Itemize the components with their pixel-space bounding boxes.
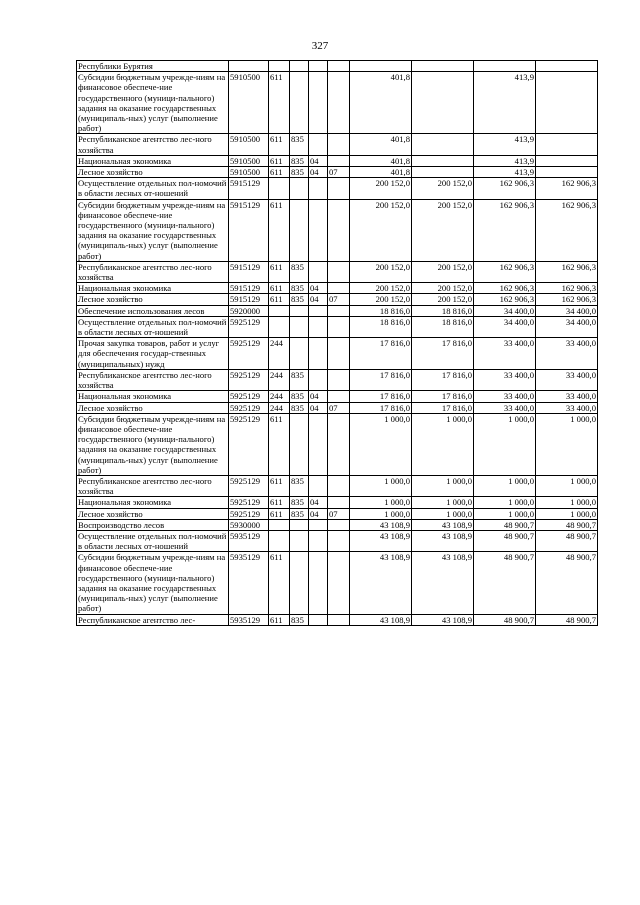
cell-section: 04	[309, 402, 328, 413]
cell-department: 835	[290, 614, 309, 625]
cell-amount-3: 33 400,0	[474, 391, 536, 402]
cell-amount-2	[412, 167, 474, 178]
cell-section: 04	[309, 294, 328, 305]
cell-subsection	[328, 199, 350, 261]
cell-expense-type: 611	[269, 413, 290, 475]
cell-amount-3: 413,9	[474, 134, 536, 155]
cell-amount-4: 162 906,3	[536, 199, 598, 261]
cell-section	[309, 552, 328, 614]
table-row	[77, 338, 598, 370]
table-row	[77, 178, 598, 199]
cell-department	[290, 305, 309, 316]
cell-amount-4: 1 000,0	[536, 497, 598, 508]
cell-amount-4	[536, 167, 598, 178]
cell-target-article: 5910500	[229, 72, 269, 134]
cell-expense-type	[269, 305, 290, 316]
cell-name: Осуществление отдельных пол-номочий в области лесных от-ношений	[77, 178, 229, 199]
cell-amount-2	[412, 72, 474, 134]
cell-target-article: 5935129	[229, 614, 269, 625]
cell-subsection	[328, 369, 350, 390]
cell-amount-4: 34 400,0	[536, 316, 598, 337]
cell-amount-4: 48 900,7	[536, 519, 598, 530]
cell-target-article: 5925129	[229, 508, 269, 519]
cell-expense-type: 244	[269, 338, 290, 370]
cell-target-article: 5925129	[229, 475, 269, 496]
cell-section: 04	[309, 155, 328, 166]
cell-target-article: 5925129	[229, 391, 269, 402]
cell-department: 835	[290, 155, 309, 166]
cell-subsection	[328, 475, 350, 496]
cell-name: Национальная экономика	[77, 497, 229, 508]
table-row	[77, 261, 598, 282]
table-row	[77, 61, 598, 72]
cell-target-article: 5915129	[229, 283, 269, 294]
cell-name: Лесное хозяйство	[77, 167, 229, 178]
cell-amount-2: 200 152,0	[412, 294, 474, 305]
page-number: 327	[311, 40, 329, 52]
cell-amount-4: 48 900,7	[536, 614, 598, 625]
cell-section	[309, 261, 328, 282]
cell-amount-2: 43 108,9	[412, 530, 474, 551]
table-row	[77, 167, 598, 178]
cell-amount-3: 1 000,0	[474, 508, 536, 519]
cell-amount-1: 200 152,0	[350, 294, 412, 305]
cell-name: Субсидии бюджетным учрежде-ниям на финансовое обеспече-ние государственного (муници-пального) задания на оказание государственных (муниципаль-ных) услуг (выполнение работ)	[77, 72, 229, 134]
cell-amount-3: 33 400,0	[474, 402, 536, 413]
cell-amount-1: 1 000,0	[350, 508, 412, 519]
cell-amount-4: 1 000,0	[536, 413, 598, 475]
cell-name: Национальная экономика	[77, 283, 229, 294]
cell-expense-type: 611	[269, 294, 290, 305]
cell-subsection	[328, 530, 350, 551]
table-row	[77, 294, 598, 305]
cell-amount-3: 162 906,3	[474, 283, 536, 294]
cell-department: 835	[290, 508, 309, 519]
cell-amount-4	[536, 155, 598, 166]
cell-department	[290, 316, 309, 337]
cell-expense-type: 611	[269, 72, 290, 134]
cell-amount-1: 17 816,0	[350, 338, 412, 370]
cell-subsection: 07	[328, 294, 350, 305]
cell-target-article: 5925129	[229, 338, 269, 370]
cell-expense-type: 611	[269, 261, 290, 282]
cell-department	[290, 519, 309, 530]
cell-section: 04	[309, 167, 328, 178]
cell-amount-1: 1 000,0	[350, 497, 412, 508]
cell-subsection	[328, 338, 350, 370]
cell-amount-4: 1 000,0	[536, 475, 598, 496]
cell-department: 835	[290, 369, 309, 390]
table-row	[77, 413, 598, 475]
cell-amount-4: 33 400,0	[536, 391, 598, 402]
cell-amount-3: 162 906,3	[474, 199, 536, 261]
cell-amount-4: 48 900,7	[536, 552, 598, 614]
table-row	[77, 530, 598, 551]
cell-subsection	[328, 61, 350, 72]
cell-target-article	[229, 61, 269, 72]
cell-subsection	[328, 316, 350, 337]
cell-amount-4: 33 400,0	[536, 338, 598, 370]
cell-target-article: 5915129	[229, 294, 269, 305]
cell-department: 835	[290, 497, 309, 508]
cell-expense-type: 611	[269, 497, 290, 508]
cell-name: Лесное хозяйство	[77, 294, 229, 305]
cell-amount-1: 401,8	[350, 167, 412, 178]
cell-amount-2	[412, 61, 474, 72]
cell-subsection	[328, 134, 350, 155]
cell-target-article: 5925129	[229, 316, 269, 337]
cell-name: Осуществление отдельных пол-номочий в области лесных от-ношений	[77, 530, 229, 551]
cell-amount-3: 48 900,7	[474, 552, 536, 614]
cell-section	[309, 519, 328, 530]
cell-amount-4: 33 400,0	[536, 369, 598, 390]
cell-amount-4	[536, 134, 598, 155]
cell-amount-1: 43 108,9	[350, 552, 412, 614]
cell-amount-1: 200 152,0	[350, 261, 412, 282]
cell-amount-1: 17 816,0	[350, 369, 412, 390]
cell-amount-3: 162 906,3	[474, 294, 536, 305]
table-row	[77, 614, 598, 625]
table-row	[77, 316, 598, 337]
cell-amount-2: 1 000,0	[412, 413, 474, 475]
cell-section	[309, 199, 328, 261]
cell-expense-type: 244	[269, 369, 290, 390]
cell-amount-3: 33 400,0	[474, 369, 536, 390]
cell-section	[309, 61, 328, 72]
cell-department	[290, 199, 309, 261]
cell-amount-4: 162 906,3	[536, 261, 598, 282]
cell-amount-1: 200 152,0	[350, 283, 412, 294]
cell-department: 835	[290, 283, 309, 294]
cell-target-article: 5915129	[229, 261, 269, 282]
cell-subsection: 07	[328, 508, 350, 519]
cell-target-article: 5910500	[229, 167, 269, 178]
cell-amount-1: 43 108,9	[350, 519, 412, 530]
table-row	[77, 72, 598, 134]
cell-section: 04	[309, 497, 328, 508]
cell-amount-1: 200 152,0	[350, 178, 412, 199]
table-row	[77, 283, 598, 294]
cell-amount-4: 162 906,3	[536, 178, 598, 199]
table-row	[77, 552, 598, 614]
cell-department	[290, 413, 309, 475]
cell-target-article: 5920000	[229, 305, 269, 316]
cell-amount-1: 200 152,0	[350, 199, 412, 261]
cell-subsection	[328, 413, 350, 475]
cell-amount-1: 401,8	[350, 134, 412, 155]
cell-target-article: 5910500	[229, 134, 269, 155]
cell-expense-type	[269, 316, 290, 337]
cell-amount-3: 48 900,7	[474, 614, 536, 625]
cell-amount-1: 401,8	[350, 72, 412, 134]
cell-department	[290, 61, 309, 72]
cell-amount-2: 18 816,0	[412, 316, 474, 337]
cell-subsection	[328, 519, 350, 530]
cell-amount-4	[536, 61, 598, 72]
cell-amount-1: 17 816,0	[350, 402, 412, 413]
cell-name: Воспроизводство лесов	[77, 519, 229, 530]
cell-subsection	[328, 283, 350, 294]
table-row	[77, 391, 598, 402]
cell-section	[309, 614, 328, 625]
table-row	[77, 199, 598, 261]
cell-department: 835	[290, 261, 309, 282]
cell-amount-4: 33 400,0	[536, 402, 598, 413]
cell-target-article: 5925129	[229, 413, 269, 475]
cell-amount-3	[474, 61, 536, 72]
table-row	[77, 402, 598, 413]
cell-amount-3: 413,9	[474, 167, 536, 178]
cell-target-article: 5915129	[229, 178, 269, 199]
cell-target-article: 5925129	[229, 369, 269, 390]
cell-amount-2	[412, 134, 474, 155]
table-row	[77, 475, 598, 496]
cell-department	[290, 178, 309, 199]
cell-amount-2: 200 152,0	[412, 261, 474, 282]
cell-expense-type: 244	[269, 402, 290, 413]
cell-expense-type	[269, 530, 290, 551]
cell-name: Республиканское агентство лес-ного хозяйства	[77, 369, 229, 390]
cell-name: Субсидии бюджетным учрежде-ниям на финансовое обеспече-ние государственного (муници-пального) задания на оказание государственных (муниципаль-ных) услуг (выполнение работ)	[77, 199, 229, 261]
cell-amount-4: 48 900,7	[536, 530, 598, 551]
cell-amount-3: 1 000,0	[474, 497, 536, 508]
cell-section: 04	[309, 283, 328, 294]
cell-department: 835	[290, 134, 309, 155]
cell-amount-1: 43 108,9	[350, 530, 412, 551]
cell-amount-2: 17 816,0	[412, 338, 474, 370]
cell-name: Республики Бурятия	[77, 61, 229, 72]
cell-amount-2: 200 152,0	[412, 178, 474, 199]
cell-target-article: 5935129	[229, 530, 269, 551]
cell-subsection	[328, 155, 350, 166]
cell-subsection	[328, 178, 350, 199]
cell-amount-3: 1 000,0	[474, 475, 536, 496]
cell-amount-2: 18 816,0	[412, 305, 474, 316]
cell-amount-1: 17 816,0	[350, 391, 412, 402]
table-body	[77, 61, 598, 626]
cell-amount-2: 1 000,0	[412, 508, 474, 519]
cell-expense-type: 244	[269, 391, 290, 402]
cell-amount-3: 413,9	[474, 72, 536, 134]
cell-amount-3: 162 906,3	[474, 261, 536, 282]
cell-section	[309, 369, 328, 390]
cell-target-article: 5910500	[229, 155, 269, 166]
cell-department: 835	[290, 391, 309, 402]
cell-amount-1: 1 000,0	[350, 475, 412, 496]
cell-target-article: 5915129	[229, 199, 269, 261]
cell-name: Республиканское агентство лес-ного хозяйства	[77, 261, 229, 282]
cell-amount-3: 162 906,3	[474, 178, 536, 199]
cell-department: 835	[290, 167, 309, 178]
cell-amount-4: 1 000,0	[536, 508, 598, 519]
cell-subsection	[328, 614, 350, 625]
cell-department: 835	[290, 294, 309, 305]
cell-expense-type: 611	[269, 155, 290, 166]
cell-amount-1: 18 816,0	[350, 316, 412, 337]
cell-expense-type: 611	[269, 283, 290, 294]
cell-expense-type: 611	[269, 199, 290, 261]
cell-amount-1: 1 000,0	[350, 413, 412, 475]
cell-name: Осуществление отдельных пол-номочий в области лесных от-ношений	[77, 316, 229, 337]
cell-amount-2: 43 108,9	[412, 519, 474, 530]
cell-amount-2: 1 000,0	[412, 497, 474, 508]
cell-amount-4: 162 906,3	[536, 294, 598, 305]
table-row	[77, 519, 598, 530]
cell-department: 835	[290, 475, 309, 496]
cell-amount-3: 1 000,0	[474, 413, 536, 475]
cell-target-article: 5925129	[229, 402, 269, 413]
cell-expense-type: 611	[269, 475, 290, 496]
cell-target-article: 5930000	[229, 519, 269, 530]
cell-section	[309, 316, 328, 337]
cell-amount-2	[412, 155, 474, 166]
cell-amount-1	[350, 61, 412, 72]
cell-amount-3: 48 900,7	[474, 530, 536, 551]
cell-department	[290, 72, 309, 134]
table-row	[77, 155, 598, 166]
cell-amount-2: 17 816,0	[412, 391, 474, 402]
cell-subsection	[328, 497, 350, 508]
cell-name: Республиканское агентство лес-	[77, 614, 229, 625]
cell-expense-type	[269, 61, 290, 72]
cell-amount-1: 43 108,9	[350, 614, 412, 625]
cell-section	[309, 338, 328, 370]
cell-name: Лесное хозяйство	[77, 402, 229, 413]
cell-subsection	[328, 72, 350, 134]
cell-amount-2: 43 108,9	[412, 552, 474, 614]
cell-target-article: 5925129	[229, 497, 269, 508]
cell-name: Субсидии бюджетным учрежде-ниям на финансовое обеспече-ние государственного (муници-пального) задания на оказание государственных (муниципаль-ных) услуг (выполнение работ)	[77, 413, 229, 475]
cell-subsection	[328, 305, 350, 316]
cell-subsection: 07	[328, 167, 350, 178]
cell-name: Республиканское агентство лес-ного хозяйства	[77, 134, 229, 155]
cell-name: Республиканское агентство лес-ного хозяйства	[77, 475, 229, 496]
cell-section	[309, 72, 328, 134]
cell-amount-3: 413,9	[474, 155, 536, 166]
cell-subsection	[328, 552, 350, 614]
cell-section	[309, 413, 328, 475]
cell-department: 835	[290, 402, 309, 413]
cell-expense-type: 611	[269, 614, 290, 625]
cell-amount-4: 34 400,0	[536, 305, 598, 316]
cell-name: Лесное хозяйство	[77, 508, 229, 519]
table-row	[77, 508, 598, 519]
table-row	[77, 369, 598, 390]
cell-section	[309, 475, 328, 496]
cell-name: Обеспечение использования лесов	[77, 305, 229, 316]
table-row	[77, 497, 598, 508]
cell-subsection: 07	[328, 402, 350, 413]
cell-amount-2: 43 108,9	[412, 614, 474, 625]
cell-expense-type: 611	[269, 167, 290, 178]
table-row	[77, 134, 598, 155]
cell-amount-2: 17 816,0	[412, 369, 474, 390]
cell-section: 04	[309, 508, 328, 519]
cell-amount-1: 401,8	[350, 155, 412, 166]
cell-amount-2: 17 816,0	[412, 402, 474, 413]
table-row	[77, 305, 598, 316]
cell-expense-type: 611	[269, 552, 290, 614]
cell-expense-type	[269, 519, 290, 530]
cell-section	[309, 530, 328, 551]
cell-amount-3: 34 400,0	[474, 305, 536, 316]
cell-name: Национальная экономика	[77, 155, 229, 166]
cell-amount-3: 34 400,0	[474, 316, 536, 337]
cell-subsection	[328, 391, 350, 402]
cell-amount-3: 33 400,0	[474, 338, 536, 370]
cell-name: Прочая закупка товаров, работ и услуг для обеспечения государ-ственных (муниципальных) нужд	[77, 338, 229, 370]
cell-amount-2: 200 152,0	[412, 199, 474, 261]
cell-department	[290, 552, 309, 614]
cell-name: Национальная экономика	[77, 391, 229, 402]
cell-expense-type: 611	[269, 508, 290, 519]
cell-department	[290, 530, 309, 551]
cell-name: Субсидии бюджетным учрежде-ниям на финансовое обеспече-ние государственного (муници-пального) задания на оказание государственных (муниципаль-ных) услуг (выполнение работ)	[77, 552, 229, 614]
budget-table	[76, 60, 598, 626]
cell-amount-4	[536, 72, 598, 134]
cell-expense-type	[269, 178, 290, 199]
cell-amount-2: 200 152,0	[412, 283, 474, 294]
cell-amount-2: 1 000,0	[412, 475, 474, 496]
cell-amount-1: 18 816,0	[350, 305, 412, 316]
cell-section	[309, 178, 328, 199]
cell-section: 04	[309, 391, 328, 402]
cell-section	[309, 134, 328, 155]
cell-amount-4: 162 906,3	[536, 283, 598, 294]
cell-expense-type: 611	[269, 134, 290, 155]
cell-department	[290, 338, 309, 370]
cell-section	[309, 305, 328, 316]
cell-subsection	[328, 261, 350, 282]
cell-amount-3: 48 900,7	[474, 519, 536, 530]
cell-target-article: 5935129	[229, 552, 269, 614]
